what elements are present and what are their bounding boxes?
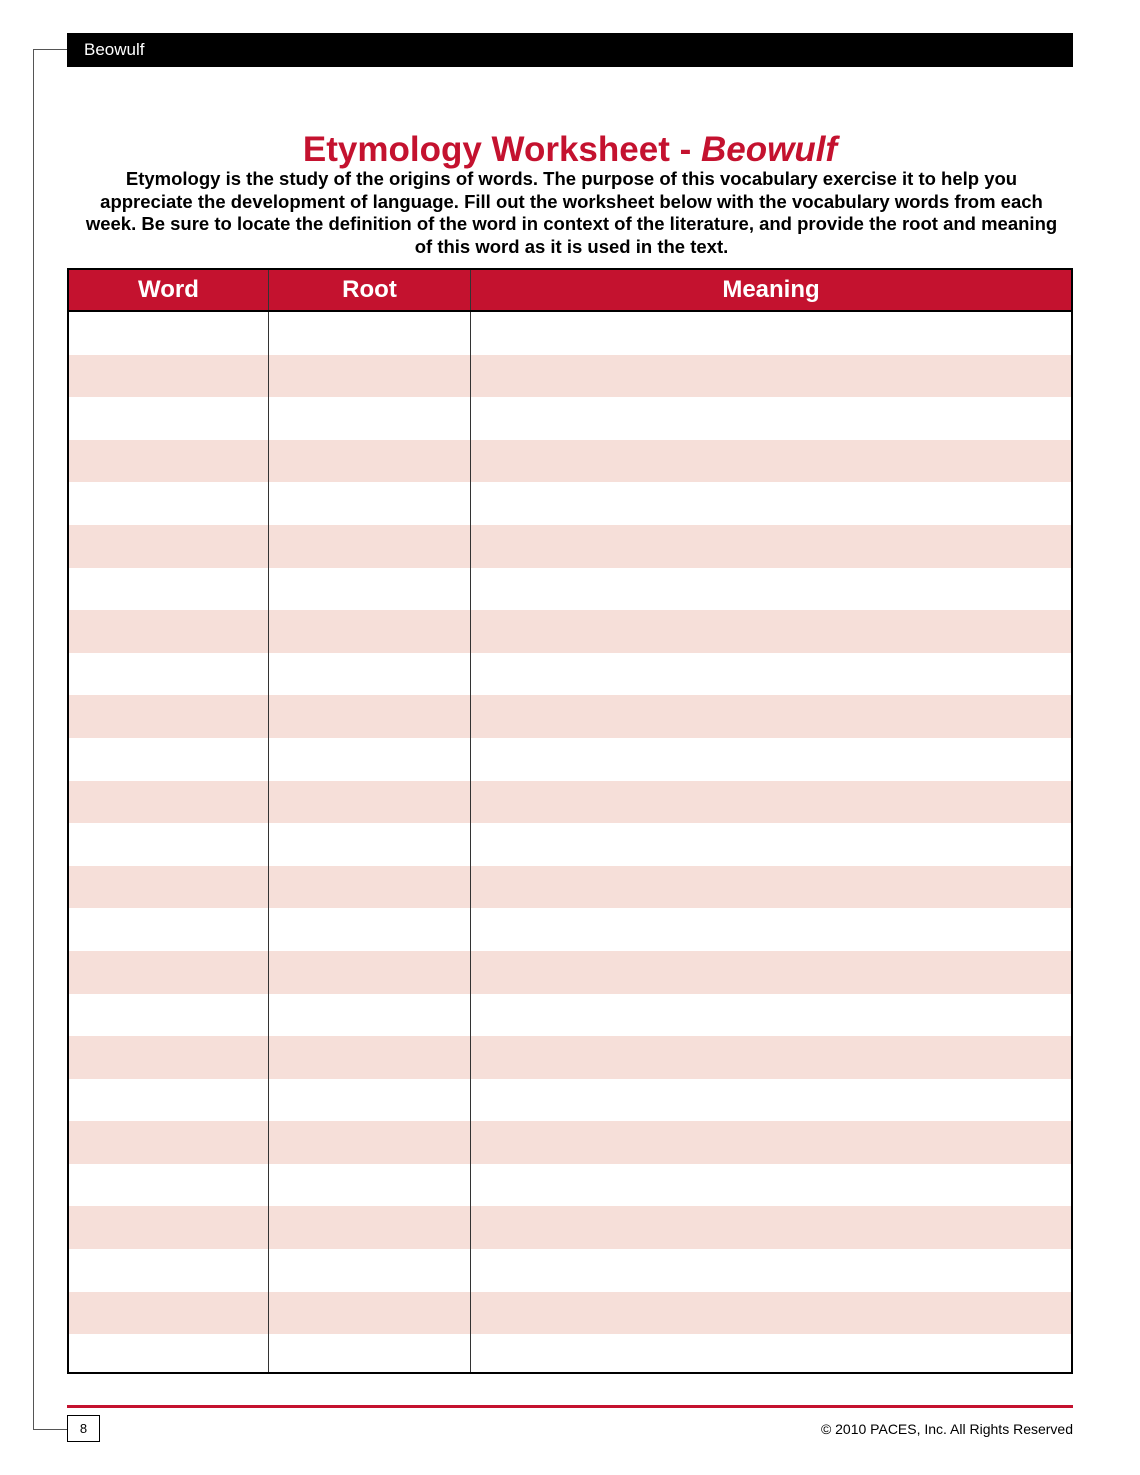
page-title [0,128,1140,172]
cell-meaning[interactable] [471,908,1071,951]
cell-root[interactable] [269,781,471,824]
cell-root[interactable] [269,610,471,653]
table-row [69,653,1071,696]
title-italic: Beowulf [700,130,838,169]
table-row [69,823,1071,866]
cell-word[interactable] [69,525,269,568]
cell-root[interactable] [269,1206,471,1249]
cell-root[interactable] [269,823,471,866]
cell-meaning[interactable] [471,1334,1071,1374]
cell-meaning[interactable] [471,610,1071,653]
cell-word[interactable] [69,482,269,525]
cell-root[interactable] [269,994,471,1037]
table-row [69,781,1071,824]
cell-meaning[interactable] [471,355,1071,398]
cell-meaning[interactable] [471,1249,1071,1292]
cell-word[interactable] [69,1334,269,1374]
table-row [69,1292,1071,1335]
table-row [69,397,1071,440]
cell-root[interactable] [269,482,471,525]
cell-root[interactable] [269,1292,471,1335]
cell-word[interactable] [69,440,269,483]
title-main: Etymology Worksheet - [302,130,701,169]
cell-meaning[interactable] [471,1121,1071,1164]
cell-meaning[interactable] [471,482,1071,525]
cell-root[interactable] [269,525,471,568]
column-header-meaning: Meaning [722,276,820,303]
cell-meaning[interactable] [471,738,1071,781]
cell-word[interactable] [69,653,269,696]
cell-root[interactable] [269,1334,471,1374]
table-row [69,1079,1071,1122]
table-row [69,1121,1071,1164]
cell-root[interactable] [269,738,471,781]
table-row [69,1334,1071,1374]
cell-word[interactable] [69,568,269,611]
cell-meaning[interactable] [471,525,1071,568]
cell-meaning[interactable] [471,695,1071,738]
intro-paragraph: Etymology is the study of the origins of words. The purpose of this vocabulary exercise it to help you appreciate the development of language. Fill out the worksheet below with the vocabulary words from each week. Be sure to locate the definition of the word in context of the literature, and provide the root and meaning of this word as it is used in the text. [85,168,1058,257]
cell-meaning[interactable] [471,781,1071,824]
cell-root[interactable] [269,695,471,738]
cell-word[interactable] [69,823,269,866]
cell-word[interactable] [69,1292,269,1335]
cell-root[interactable] [269,951,471,994]
cell-root[interactable] [269,1121,471,1164]
cell-meaning[interactable] [471,653,1071,696]
column-header-word: Word [69,270,269,310]
cell-word[interactable] [69,1036,269,1079]
cell-meaning[interactable] [471,397,1071,440]
table-body [69,312,1071,1372]
cell-word[interactable] [69,312,269,355]
table-row [69,440,1071,483]
cell-word[interactable] [69,1079,269,1122]
table-row [69,610,1071,653]
table-row [69,312,1071,355]
table-row [69,951,1071,994]
cell-word[interactable] [69,397,269,440]
cell-word[interactable] [69,695,269,738]
cell-meaning[interactable] [471,1206,1071,1249]
cell-meaning[interactable] [471,951,1071,994]
footer-rule [67,1405,1073,1408]
cell-root[interactable] [269,1164,471,1207]
cell-root[interactable] [269,1079,471,1122]
table-row [69,1249,1071,1292]
cell-word[interactable] [69,1206,269,1249]
cell-word[interactable] [69,738,269,781]
cell-root[interactable] [269,312,471,355]
cell-meaning[interactable] [471,1079,1071,1122]
table-row [69,568,1071,611]
cell-root[interactable] [269,1249,471,1292]
table-row [69,908,1071,951]
table-row [69,866,1071,909]
cell-meaning[interactable] [471,440,1071,483]
cell-root[interactable] [269,440,471,483]
column-header-root: Root [269,270,471,310]
cell-word[interactable] [69,610,269,653]
cell-meaning[interactable] [471,994,1071,1037]
cell-root[interactable] [269,568,471,611]
cell-root[interactable] [269,866,471,909]
cell-root[interactable] [269,653,471,696]
table-row [69,994,1071,1037]
cell-word[interactable] [69,355,269,398]
cell-word[interactable] [69,908,269,951]
running-header [67,33,1073,67]
copyright-notice: © 2010 PACES, Inc. All Rights Reserved [820,1421,1073,1437]
cell-root[interactable] [269,355,471,398]
cell-word[interactable] [69,781,269,824]
cell-word[interactable] [69,994,269,1037]
cell-meaning[interactable] [471,823,1071,866]
table-row [69,1164,1071,1207]
running-header-label: Beowulf [84,40,145,59]
table-row [69,1036,1071,1079]
margin-line-bottom [33,1429,67,1430]
table-row [69,482,1071,525]
cell-meaning[interactable] [471,312,1071,355]
cell-word[interactable] [69,1249,269,1292]
page-number: 8 [67,1415,100,1442]
cell-meaning[interactable] [471,1164,1071,1207]
cell-meaning[interactable] [471,1036,1071,1079]
table-row [69,525,1071,568]
table-row [69,695,1071,738]
cell-root[interactable] [269,908,471,951]
table-row [69,738,1071,781]
cell-root[interactable] [269,397,471,440]
cell-word[interactable] [69,951,269,994]
table-row [69,355,1071,398]
cell-word[interactable] [69,1164,269,1207]
worksheet-table [67,268,1073,1374]
table-header [69,270,1071,312]
table-row [69,1206,1071,1249]
cell-meaning[interactable] [471,568,1071,611]
cell-meaning[interactable] [471,866,1071,909]
cell-meaning[interactable] [471,1292,1071,1335]
cell-word[interactable] [69,866,269,909]
cell-word[interactable] [69,1121,269,1164]
cell-root[interactable] [269,1036,471,1079]
margin-line-top [33,49,67,50]
margin-line [33,49,34,1430]
